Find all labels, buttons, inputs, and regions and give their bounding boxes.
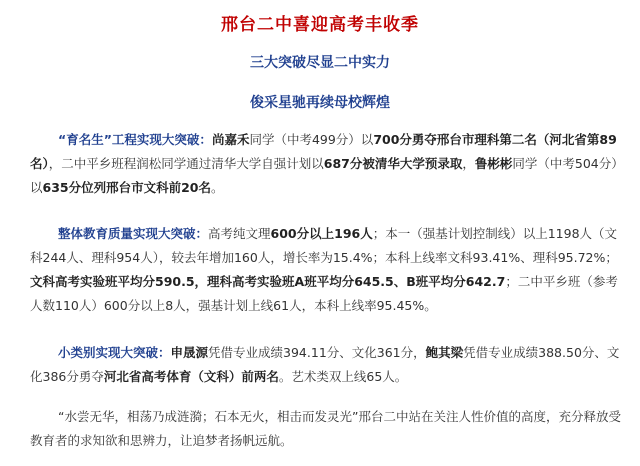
highlight-text: 687分被清华大学预录取 <box>323 156 463 171</box>
text: 高考纯文理 <box>208 226 271 241</box>
highlight-text: 635分位列邢台市文科前20名 <box>42 180 212 195</box>
text: ；本一（强基计划控制线）以上1198人（文科244人、理科954人），较去年增加160人，增长率为15.4%；本科上线率文科93.41%、理科95.72%； <box>30 226 618 265</box>
article-title: 邢台二中喜迎高考丰收季 <box>221 15 419 35</box>
highlight-text: 文科高考实验班平均分590.5，理科高考实验班A班平均分645.5、B班平均分642.7 <box>30 274 506 289</box>
student-name: 申晟源 <box>170 345 209 360</box>
text: 凭借专业成绩388.50分、文化386分勇夺 <box>30 345 620 384</box>
text: “水尝无华，相荡乃成涟漪；石本无火，相击而发灵光”邢台二中站在关注人性价值的高度，充分释放受教育者的求知欲和思辨力，让追梦者扬帆远航。 <box>30 409 621 448</box>
paragraph-small-category <box>30 341 626 389</box>
subtitle-2: 俊采星驰再续母校辉煌 <box>250 95 390 111</box>
student-name: 鲁彬彬 <box>474 156 513 171</box>
student-name: 鲍其梁 <box>425 345 464 360</box>
paragraph-talent-project <box>30 128 626 200</box>
text: 。艺术类双上线65人。 <box>278 369 408 384</box>
highlight-text: 700分勇夺邢台市理科第二名（河北省第89名） <box>30 132 617 171</box>
text: 同学（中考499分）以 <box>249 132 374 147</box>
paragraph-education-quality <box>30 222 626 318</box>
paragraph-closing <box>30 405 626 453</box>
text: ， <box>462 156 475 171</box>
text: 凭借专业成绩394.11分、文化361分， <box>208 345 426 360</box>
highlight-text: 600分以上196人 <box>270 226 373 241</box>
text: ，二中平乡班程润松同学通过清华大学自强计划以 <box>48 156 324 171</box>
paragraph-heading: 小类别实现大突破： <box>58 345 171 360</box>
highlight-text: 河北省高考体育（文科）前两名 <box>103 369 279 384</box>
student-name: 尚嘉禾 <box>211 132 250 147</box>
paragraph-heading: “育名生”工程实现大突破： <box>58 132 212 147</box>
paragraph-heading: 整体教育质量实现大突破： <box>58 226 209 241</box>
text: 同学（中考504分）以 <box>30 156 624 195</box>
text: 。 <box>211 180 224 195</box>
subtitle-1: 三大突破尽显二中实力 <box>250 55 390 71</box>
text: ；二中平乡班（参考人数110人）600分以上8人，强基计划上线61人，本科上线率95.45%。 <box>30 274 618 313</box>
